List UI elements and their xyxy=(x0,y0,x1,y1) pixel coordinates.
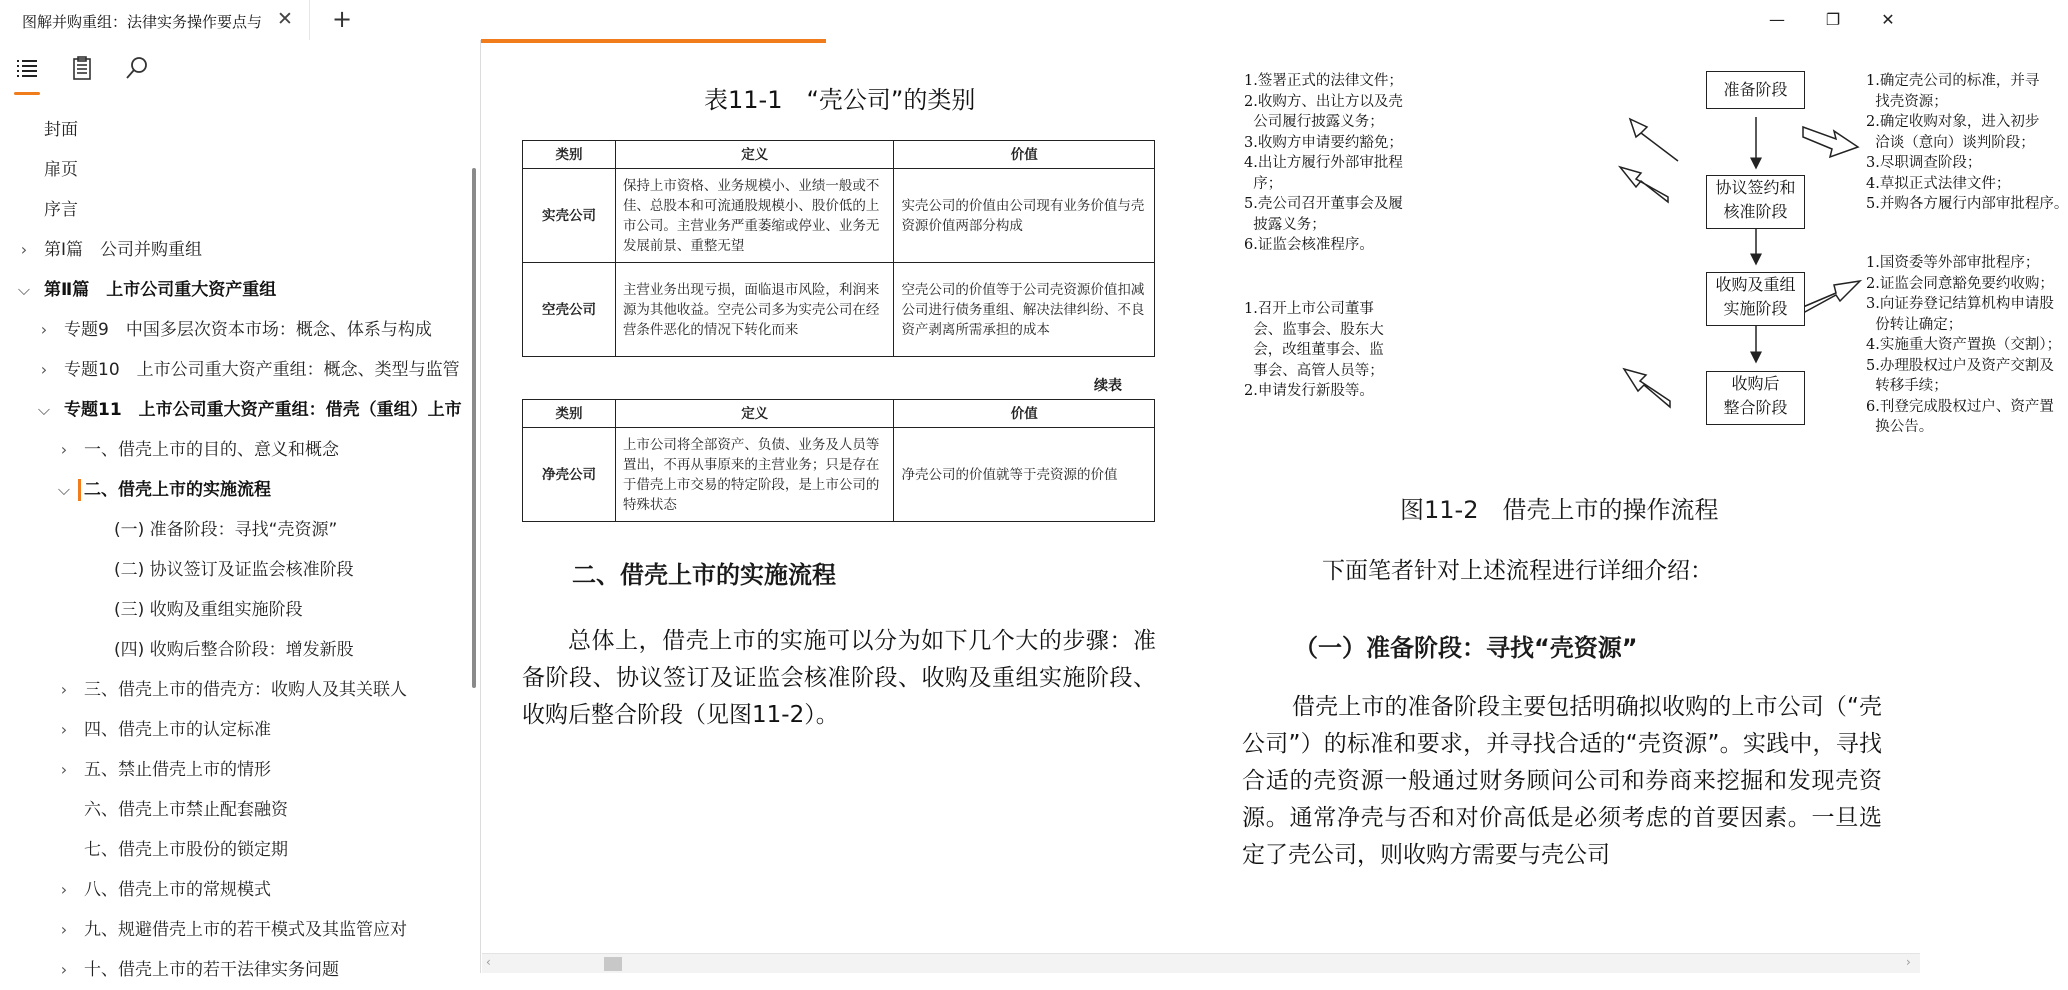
flow-note-line: 披露义务； xyxy=(1244,216,1326,233)
flow-notes-acquisition xyxy=(1866,253,2061,438)
chevron-right-icon[interactable]: › xyxy=(40,360,48,379)
sub-heading: （一）准备阶段：寻找“壳资源” xyxy=(1294,634,1638,662)
sidebar-scrollbar[interactable] xyxy=(472,168,476,688)
flow-note-line: 会、监事会、股东大 xyxy=(1244,321,1384,338)
search-icon[interactable] xyxy=(123,54,151,84)
flow-note-line: 洽谈（意向）谈判阶段； xyxy=(1866,134,2035,151)
scroll-left-icon[interactable]: ‹ xyxy=(486,955,491,969)
toc-item[interactable] xyxy=(0,950,470,990)
toc-item-label: 专题9 中国多层次资本市场：概念、体系与构成 xyxy=(64,320,432,340)
search-icon-glyph xyxy=(123,54,151,82)
active-tab-indicator xyxy=(14,92,40,95)
toc-item-label: 八、借壳上市的常规模式 xyxy=(84,880,271,900)
current-position-marker xyxy=(78,479,81,501)
row-definition: 主营业务出现亏损，面临退市风险，利润来源为其他收益。空壳公司多为实壳公司在经营条件恶化的情况下转化而来 xyxy=(615,263,894,357)
window-close-icon[interactable]: ✕ xyxy=(1881,10,1895,29)
flow-note-line: 5.并购各方履行内部审批程序。 xyxy=(1866,196,2068,212)
document-tab[interactable] xyxy=(0,0,310,40)
flow-stage-acquisition xyxy=(1706,272,1805,326)
flow-note-line: 转移手续； xyxy=(1866,378,1948,394)
flow-note-line: 换公告。 xyxy=(1866,419,1934,435)
body-paragraph: 借壳上市的准备阶段主要包括明确拟收购的上市公司（“壳公司”）的标准和要求，并寻找合适的“壳资源”。实践中，寻找合适的壳资源一般通过财务顾问公司和券商来挖掘和发现壳资源。通常净壳与否和对价高低是必须考虑的首要因素。一旦选定了壳公司，则收购方需要与壳公司 xyxy=(1242,694,1882,868)
row-category: 空壳公司 xyxy=(523,263,616,357)
stage-label: 收购后 xyxy=(1731,374,1780,393)
figure-caption: 图11-2 借壳上市的操作流程 xyxy=(1400,496,1719,524)
toc-item-label: 六、借壳上市禁止配套融资 xyxy=(84,800,288,820)
col-header-value: 价值 xyxy=(894,141,1155,169)
chevron-right-icon[interactable]: › xyxy=(60,680,68,699)
flow-note-line: 份转让确定； xyxy=(1866,316,1963,333)
flow-stage-preparation xyxy=(1706,71,1805,109)
table-row xyxy=(523,428,1155,522)
col-header-definition: 定义 xyxy=(615,400,894,428)
chevron-right-icon[interactable]: › xyxy=(60,960,68,979)
row-value: 实壳公司的价值由公司现有业务价值与壳资源价值两部分构成 xyxy=(894,169,1155,263)
toc-item[interactable] xyxy=(0,630,470,670)
horizontal-scrollbar[interactable] xyxy=(482,953,1920,973)
flow-note-line: 3.向证券登记结算机构申请股 xyxy=(1866,296,2054,312)
toc-item-label: (三) 收购及重组实施阶段 xyxy=(114,600,303,620)
flow-note-line: 4.出让方履行外部审批程 xyxy=(1244,155,1403,171)
chevron-right-icon[interactable]: › xyxy=(20,240,28,259)
toc-item[interactable] xyxy=(0,190,470,230)
flow-note-line: 5.办理股权过户及资产交割及 xyxy=(1866,357,2054,374)
toc-item[interactable] xyxy=(0,830,470,870)
toc-item-label: 封面 xyxy=(44,120,78,140)
flow-note-line: 2.证监会同意豁免要约收购； xyxy=(1866,275,2054,292)
flow-note-line: 序； xyxy=(1244,175,1283,192)
chevron-right-icon[interactable]: › xyxy=(60,760,68,779)
restore-icon[interactable]: ❐ xyxy=(1825,10,1841,29)
toc-item-label: 三、借壳上市的借壳方：收购人及其关联人 xyxy=(84,680,407,700)
clipboard-icon[interactable] xyxy=(68,54,96,84)
list-icon-glyph xyxy=(13,54,41,82)
toc-item-label: 四、借壳上市的认定标准 xyxy=(84,720,271,740)
table-row xyxy=(523,169,1155,263)
col-header-definition: 定义 xyxy=(615,141,894,169)
toc-item-label: 二、借壳上市的实施流程 xyxy=(84,480,271,500)
toc-item-label: (一) 准备阶段：寻找“壳资源” xyxy=(114,520,338,540)
toc-item-label: 七、借壳上市股份的锁定期 xyxy=(84,840,288,860)
flow-note-line: 4.实施重大资产置换（交割）； xyxy=(1866,337,2062,353)
toc-item-label: 序言 xyxy=(44,200,78,220)
flow-stage-integration xyxy=(1706,371,1805,425)
toc-item-label: 专题10 上市公司重大资产重组：概念、类型与监管 xyxy=(64,360,460,380)
toc-item[interactable] xyxy=(0,910,470,950)
toc-item[interactable] xyxy=(0,470,470,510)
toc-item-label: 第Ⅰ篇 公司并购重组 xyxy=(44,240,203,260)
stage-label: 核准阶段 xyxy=(1723,202,1788,221)
toc-item-label: 第Ⅱ篇 上市公司重大资产重组 xyxy=(44,280,277,300)
flow-note-line: 会，改组董事会、监 xyxy=(1244,342,1384,358)
row-category: 净壳公司 xyxy=(523,428,616,522)
toc-item[interactable] xyxy=(0,350,470,390)
row-value: 空壳公司的价值等于公司壳资源价值扣减公司进行债务重组、解决法律纠纷、不良资产剥离所需承担的成本 xyxy=(894,263,1155,357)
toc-item[interactable] xyxy=(0,710,470,750)
chevron-right-icon[interactable]: › xyxy=(40,320,48,339)
chevron-right-icon[interactable]: › xyxy=(60,720,68,739)
sidebar-tabs xyxy=(0,40,481,100)
toc-item-label: 扉页 xyxy=(44,160,78,180)
stage-label: 协议签约和 xyxy=(1715,178,1796,197)
flow-note-line: 1.国资委等外部审批程序； xyxy=(1866,255,2040,271)
flow-note-line: 6.刊登完成股权过户、资产置 xyxy=(1866,398,2054,415)
flow-note-line: 5.壳公司召开董事会及履 xyxy=(1244,196,1403,212)
flow-note-line: 3.收购方申请要约豁免； xyxy=(1244,134,1403,151)
col-header-category: 类别 xyxy=(523,400,616,428)
minimize-icon[interactable]: — xyxy=(1769,10,1785,29)
flow-note-line: 1.确定壳公司的标准，并寻 xyxy=(1866,73,2040,89)
toc-item[interactable] xyxy=(0,590,470,630)
stage-label: 准备阶段 xyxy=(1723,80,1788,99)
flow-notes-agreement xyxy=(1244,71,1403,256)
flow-note-line: 事会、高管人员等； xyxy=(1244,362,1384,379)
toc-item-label: 一、借壳上市的目的、意义和概念 xyxy=(84,440,339,460)
flow-note-line: 3.尽职调查阶段； xyxy=(1866,155,1982,171)
chevron-down-icon[interactable]: ⌵ xyxy=(17,280,31,299)
list-icon[interactable] xyxy=(13,54,41,84)
shell-company-table-continued xyxy=(522,399,1155,522)
toc-item-label: 专题11 上市公司重大资产重组：借壳（重组）上市 xyxy=(64,400,462,420)
toc-item-label: 五、禁止借壳上市的情形 xyxy=(84,760,271,780)
stage-label: 整合阶段 xyxy=(1723,398,1788,417)
toc-item[interactable] xyxy=(0,750,470,790)
col-header-value: 价值 xyxy=(894,400,1155,428)
toc-item[interactable] xyxy=(0,230,470,270)
tab-title: 图解并购重组：法律实务操作要点与 xyxy=(22,13,263,31)
chevron-right-icon[interactable]: › xyxy=(60,440,68,459)
chevron-down-icon[interactable]: ⌵ xyxy=(57,480,71,499)
toc-item[interactable] xyxy=(0,790,470,830)
toc-item-label: (二) 协议签订及证监会核准阶段 xyxy=(114,560,354,580)
flow-note-line: 2.收购方、出让方以及壳 xyxy=(1244,93,1403,110)
toc-item[interactable] xyxy=(0,310,470,350)
flow-note-line: 找壳资源； xyxy=(1866,93,1948,110)
chevron-down-icon[interactable]: ⌵ xyxy=(37,400,51,419)
row-definition: 上市公司将全部资产、负债、业务及人员等置出，不再从事原来的主营业务；只是存在于借壳上市交易的特定阶段，是上市公司的特殊状态 xyxy=(615,428,894,522)
flow-note-line: 公司履行披露义务； xyxy=(1244,114,1384,130)
flow-note-line: 6.证监会核准程序。 xyxy=(1244,237,1374,253)
clipboard-icon-glyph xyxy=(68,54,96,82)
toc-item[interactable] xyxy=(0,510,470,550)
stage-label: 收购及重组 xyxy=(1715,275,1796,294)
toc-item-label: (四) 收购后整合阶段：增发新股 xyxy=(114,640,354,660)
toc-item[interactable] xyxy=(0,270,470,310)
continued-label: 续表 xyxy=(1094,378,1122,394)
flow-stage-agreement xyxy=(1706,175,1805,229)
sidebar xyxy=(0,40,481,980)
close-icon[interactable]: ✕ xyxy=(277,8,293,30)
table-title: 表11-1 “壳公司”的类别 xyxy=(704,86,976,114)
toc-item[interactable] xyxy=(0,390,470,430)
flow-note-line: 2.确定收购对象，进入初步 xyxy=(1866,114,2040,130)
stage-label: 实施阶段 xyxy=(1723,299,1788,318)
row-definition: 保持上市资格、业务规模小、业绩一般或不佳、总股本和可流通股规模小、股价低的上市公司。主营业务严重萎缩或停业、业务无发展前景、重整无望 xyxy=(615,169,894,263)
toc-item[interactable] xyxy=(0,110,470,150)
flow-note-line: 1.召开上市公司董事 xyxy=(1244,301,1374,317)
flow-note-line: 4.草拟正式法律文件； xyxy=(1866,175,2011,192)
flowchart-figure xyxy=(1238,57,2068,527)
plus-icon[interactable]: + xyxy=(331,5,353,33)
toc-item[interactable] xyxy=(0,150,470,190)
toc-item-label: 九、规避借壳上市的若干模式及其监管应对 xyxy=(84,920,407,940)
intro-paragraph: 下面笔者针对上述流程进行详细介绍： xyxy=(1322,558,1713,584)
toc-item[interactable] xyxy=(0,870,470,910)
title-bar xyxy=(0,0,1920,40)
scroll-right-icon[interactable]: › xyxy=(1906,955,1911,969)
flow-notes-integration xyxy=(1244,299,1384,402)
body-paragraph: 总体上，借壳上市的实施可以分为如下几个大的步骤：准备阶段、协议签订及证监会核准阶段、收购及重组实施阶段、收购后整合阶段（见图11-2）。 xyxy=(522,628,1156,728)
toc-item[interactable] xyxy=(0,670,470,710)
col-header-category: 类别 xyxy=(523,141,616,169)
row-category: 实壳公司 xyxy=(523,169,616,263)
scrollbar-thumb[interactable] xyxy=(604,957,622,971)
flow-note-line: 2.申请发行新股等。 xyxy=(1244,383,1374,399)
flow-note-line: 1.签署正式的法律文件； xyxy=(1244,73,1403,89)
row-value: 净壳公司的价值就等于壳资源的价值 xyxy=(894,428,1155,522)
chevron-right-icon[interactable]: › xyxy=(60,920,68,939)
flow-notes-preparation xyxy=(1866,71,2068,215)
shell-company-table xyxy=(522,140,1155,357)
toc-item[interactable] xyxy=(0,550,470,590)
reader-content xyxy=(482,43,2068,953)
toc-item-label: 十、借壳上市的若干法律实务问题 xyxy=(84,960,339,980)
section-heading: 二、借壳上市的实施流程 xyxy=(572,561,836,589)
table-row xyxy=(523,263,1155,357)
toc-item[interactable] xyxy=(0,430,470,470)
chevron-right-icon[interactable]: › xyxy=(60,880,68,899)
